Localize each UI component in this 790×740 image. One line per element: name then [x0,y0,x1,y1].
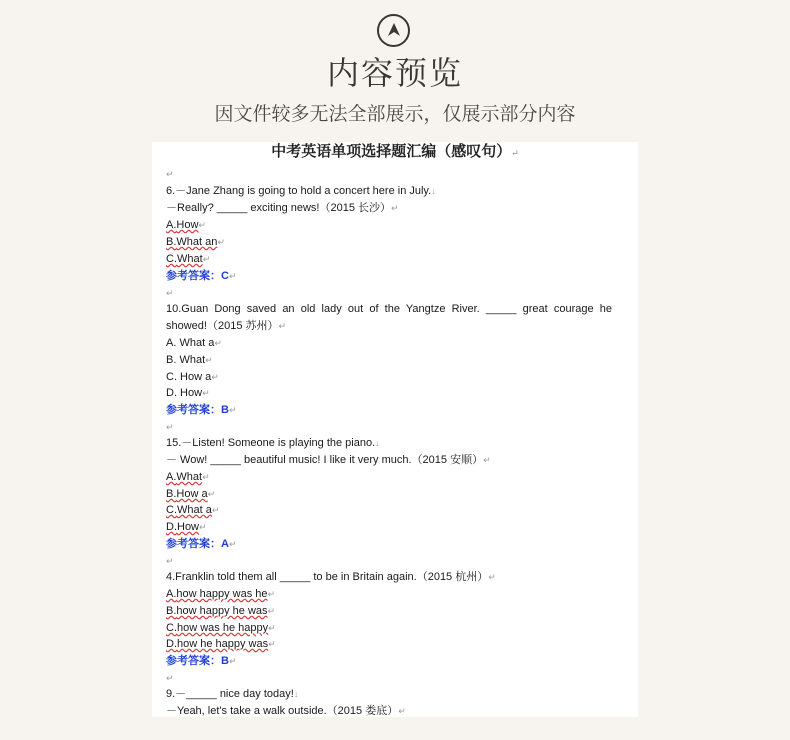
document-preview [152,142,638,717]
paragraph-mark: ↵ [166,288,174,298]
answer-option: A.how happy was he↵ [166,588,276,600]
answer-option: A.How↵ [166,219,206,231]
question-stem: 10.Guan Dong saved an old lady out of the Yangtze River. _____ great courage he [166,303,612,315]
answer-option: C. How a↵ [166,371,219,383]
paragraph-mark: ↵ [166,673,174,683]
answer-key: 参考答案：A↵ [166,538,237,550]
question-stem: showed!（2015 苏州）↵ [166,320,287,332]
answer-option: B.What an↵ [166,236,225,248]
question-stem: － Wow! _____ beautiful music! I like it very much.（2015 安顺）↵ [166,454,491,466]
paragraph-mark: ↵ [166,556,174,566]
answer-option: A.What↵ [166,471,210,483]
answer-option: A. What a↵ [166,337,222,349]
upward-arrow-circle-icon [377,14,410,47]
answer-option: D.how he happy was↵ [166,638,276,650]
answer-key: 参考答案：B↵ [166,655,237,667]
answer-option: B.How a↵ [166,488,216,500]
question-stem: 15.－Listen! Someone is playing the piano.↓ [166,437,380,449]
paragraph-mark: ↵ [166,169,174,179]
paragraph-mark: ↵ [166,422,174,432]
answer-option: D.How↵ [166,521,207,533]
answer-option: D. How↵ [166,387,210,399]
answer-option: B.how happy he was↵ [166,605,276,617]
page-subtitle: 因文件较多无法全部展示，仅展示部分内容 [214,103,576,125]
answer-option: B. What↵ [166,354,213,366]
answer-key: 参考答案：C↵ [166,270,237,282]
question-stem: 9.－_____ nice day today!↓ [166,688,299,700]
answer-key: 参考答案：B↵ [166,404,237,416]
answer-option: C.What↵ [166,253,211,265]
page-title: 内容预览 [326,54,463,92]
document-title: 中考英语单项选择题汇编（感叹句）↵ [271,142,519,160]
question-stem: －Really? _____ exciting news!（2015 长沙）↵ [166,202,399,214]
answer-option: C.how was he happy↵ [166,622,276,634]
question-stem: 4.Franklin told them all _____ to be in Britain again.（2015 杭州）↵ [166,571,496,583]
question-stem: －Yeah, let's take a walk outside.（2015 娄底）↵ [166,705,406,717]
question-stem: 6.－Jane Zhang is going to hold a concert here in July.↓ [166,185,436,197]
answer-option: C.What a↵ [166,504,220,516]
